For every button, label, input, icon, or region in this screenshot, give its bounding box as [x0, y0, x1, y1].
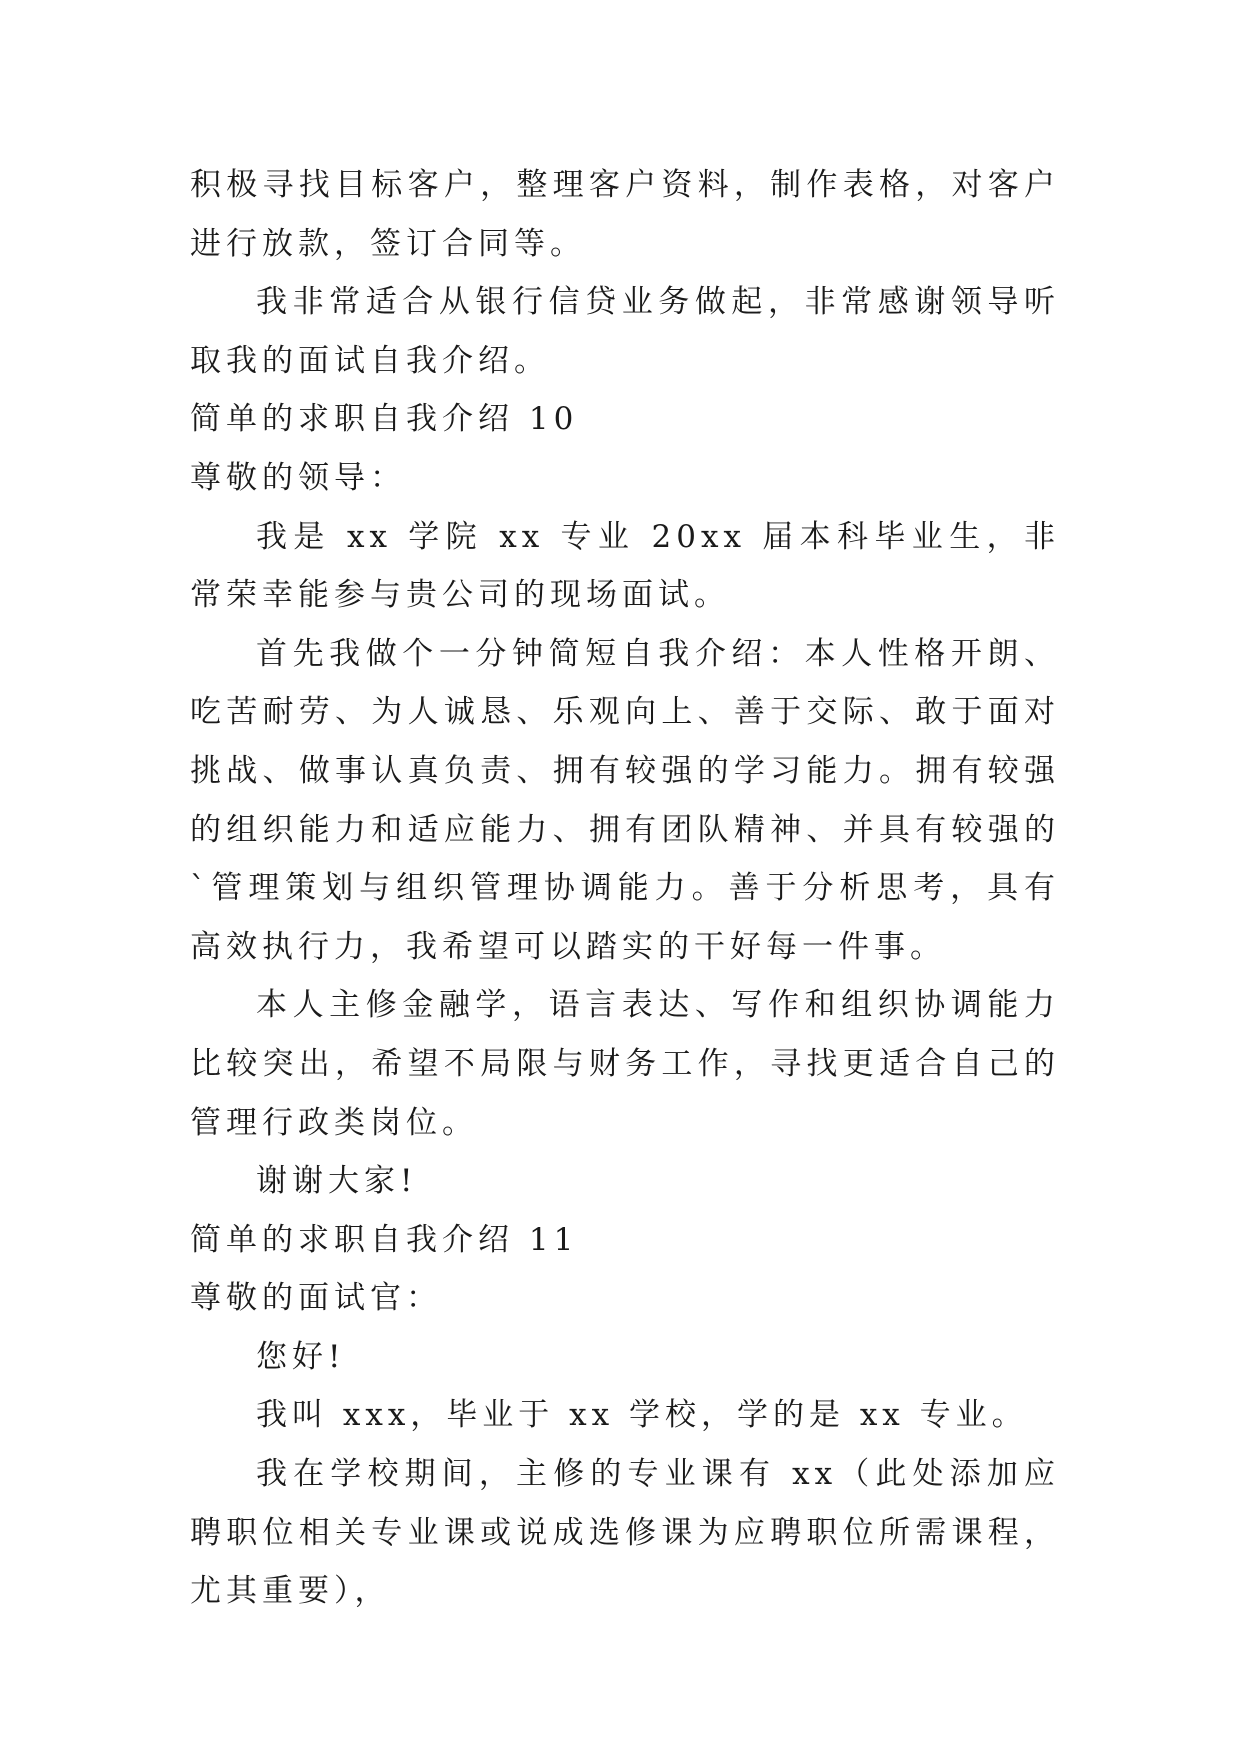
paragraph-body: 积极寻找目标客户，整理客户资料，制作表格，对客户进行放款，签订合同等。 [190, 167, 1060, 262]
section-heading: 简单的求职自我介绍 11 [190, 1221, 579, 1258]
document-body [190, 156, 1060, 1621]
paragraph-body: 我在学校期间，主修的专业课有 xx（此处添加应聘职位相关专业课或说成选修课为应聘职位所需课程，尤其重要）， [190, 1456, 1060, 1610]
paragraph-closing: 谢谢大家! [256, 1163, 418, 1200]
paragraph-greeting: 您好! [256, 1338, 346, 1375]
salutation: 尊敬的面试官： [190, 1280, 442, 1317]
paragraph-body: 我是 xx 学院 xx 专业 20xx 届本科毕业生，非常荣幸能参与贵公司的现场面试。 [190, 518, 1060, 614]
paragraph-body: 我非常适合从银行信贷业务做起，非常感谢领导听取我的面试自我介绍。 [190, 284, 1060, 379]
paragraph-body: 首先我做个一分钟简短自我介绍：本人性格开朗、吃苦耐劳、为人诚恳、乐观向上、善于交际、敢于面对挑战、做事认真负责、拥有较强的学习能力。拥有较强的组织能力和适应能力、拥有团队精神、并具有较强的`管理策划与组织管理协调能力。善于分析思考，具有高效执行力，我希望可以踏实的干好每一件事。 [190, 635, 1060, 965]
salutation: 尊敬的领导： [190, 459, 406, 496]
paragraph-body: 我叫 xxx，毕业于 xx 学校，学的是 xx 专业。 [256, 1397, 1028, 1434]
paragraph-body: 本人主修金融学，语言表达、写作和组织协调能力比较突出，希望不局限与财务工作，寻找更适合自己的管理行政类岗位。 [190, 987, 1060, 1141]
section-heading: 简单的求职自我介绍 10 [190, 401, 579, 438]
